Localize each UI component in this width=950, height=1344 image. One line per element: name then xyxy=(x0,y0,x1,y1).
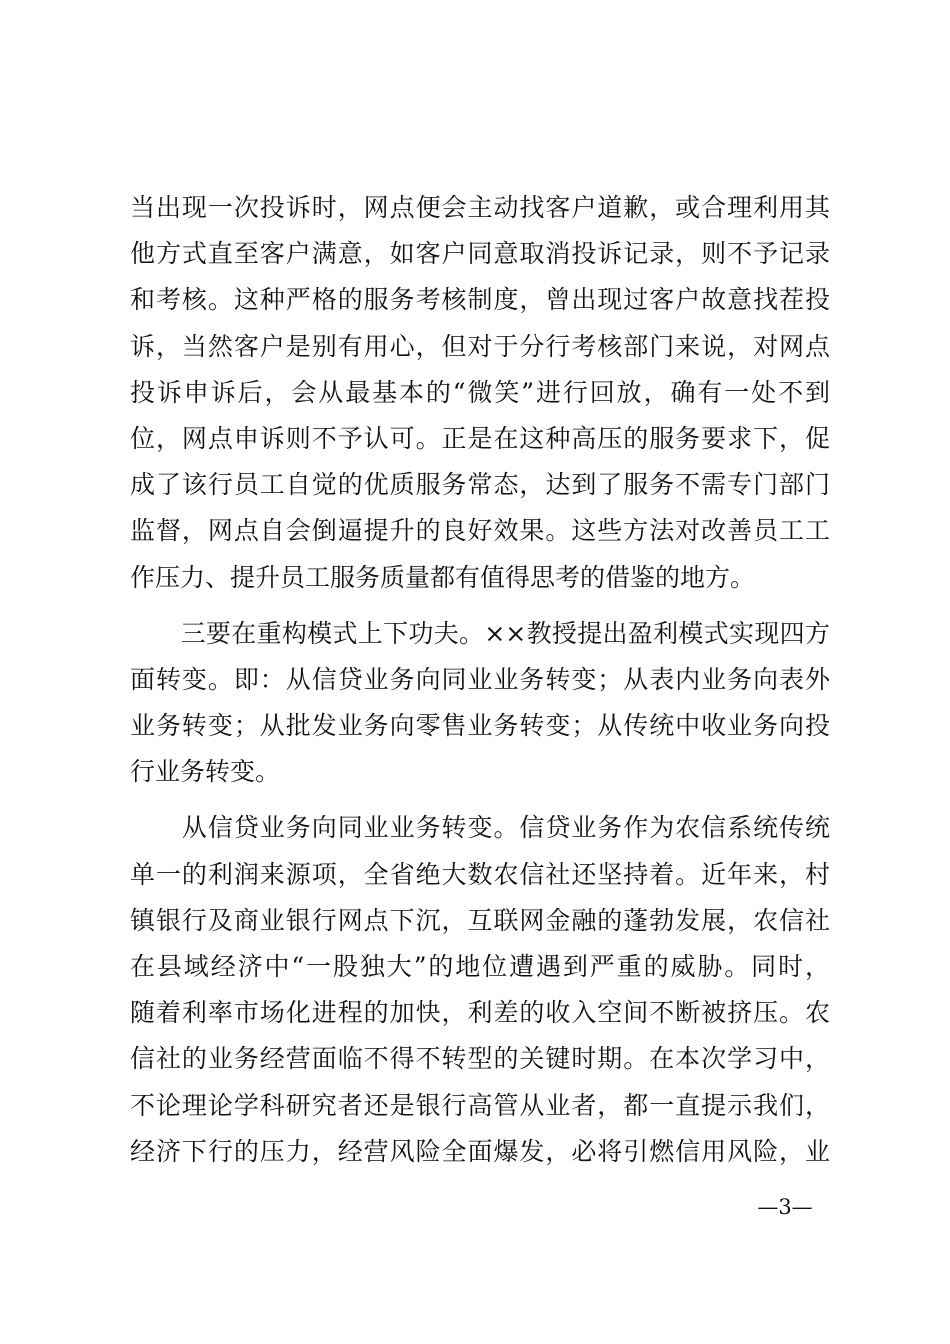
text-line: 他方式直至客户满意，如客户同意取消投诉记录，则不予记录 xyxy=(130,239,830,269)
text-line: 投诉申诉后，会从最基本的“微笑”进行回放，确有一处不到 xyxy=(130,377,830,407)
text-line: 不论理论学科研究者还是银行高管从业者，都一直提示我们， xyxy=(130,1090,830,1120)
text-line: 镇银行及商业银行网点下沉，互联网金融的蓬勃发展，农信社 xyxy=(130,905,830,935)
text-line: 诉，当然客户是别有用心，但对于分行考核部门来说，对网点 xyxy=(130,331,830,361)
text-line: 单一的利润来源项，全省绝大数农信社还坚持着。近年来，村 xyxy=(130,859,830,889)
text-line: 监督，网点自会倒逼提升的良好效果。这些方法对改善员工工 xyxy=(130,516,830,546)
text-line: 当出现一次投诉时，网点便会主动找客户道歉，或合理利用其 xyxy=(130,193,830,222)
text-line: 位，网点申诉则不予认可。正是在这种高压的服务要求下，促 xyxy=(130,423,830,453)
text-line: 三要在重构模式上下功夫。××教授提出盈利模式实现四方 xyxy=(130,618,830,648)
text-line: 面转变。即：从信贷业务向同业业务转变；从表内业务向表外 xyxy=(130,664,830,694)
text-line: 行业务转变。 xyxy=(130,757,281,787)
text-line: 随着利率市场化进程的加快，利差的收入空间不断被挤压。农 xyxy=(130,998,830,1028)
text-line: 从信贷业务向同业业务转变。信贷业务作为农信系统传统 xyxy=(130,813,830,843)
page-number: —3— xyxy=(757,1195,813,1219)
text-line: 作压力、提升员工服务质量都有值得思考的借鉴的地方。 xyxy=(130,562,756,592)
text-line: 和考核。这种严格的服务考核制度，曾出现过客户故意找茬投 xyxy=(130,285,830,315)
text-line: 在县域经济中“一股独大”的地位遭遇到严重的威胁。同时， xyxy=(130,952,830,981)
text-line: 业务转变；从批发业务向零售业务转变；从传统中收业务向投 xyxy=(130,711,830,741)
text-line: 信社的业务经营面临不得不转型的关键时期。在本次学习中， xyxy=(130,1044,830,1074)
text-line: 经济下行的压力，经营风险全面爆发，必将引燃信用风险，业 xyxy=(130,1136,830,1166)
text-line: 成了该行员工自觉的优质服务常态，达到了服务不需专门部门 xyxy=(130,470,830,500)
body-text xyxy=(130,185,830,1175)
